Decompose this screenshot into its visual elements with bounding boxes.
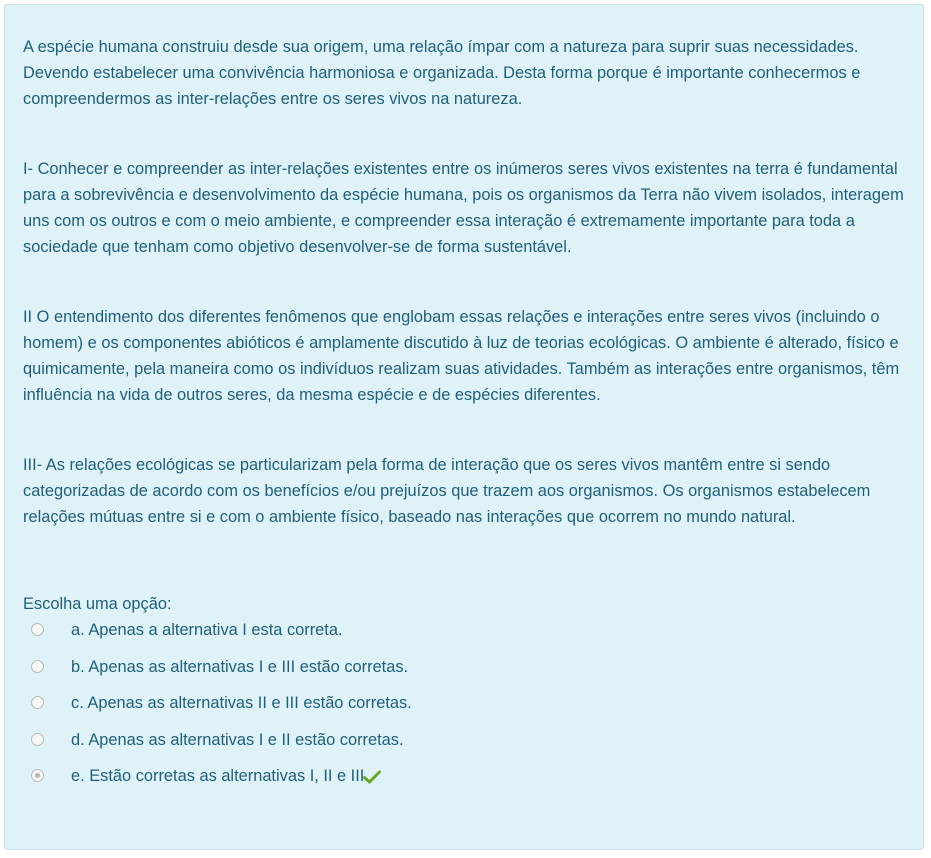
question-text-box	[4, 4, 924, 850]
answer-label-e: e. Estão corretas as alternativas I, II e III.	[71, 767, 369, 786]
question-paragraph-intro: A espécie humana construiu desde sua origem, uma relação ímpar com a natureza para suprir suas necessidades. Devendo estabelecer uma convivência harmoniosa e organizada. Desta forma porque é importante conhecermos e compreendermos as inter-relações entre os seres vivos na natureza.	[23, 38, 861, 108]
answer-label-c[interactable]: c. Apenas as alternativas II e III estão corretas.	[71, 694, 412, 713]
checkmark-icon	[363, 766, 381, 780]
answer-label-e-wrapper[interactable]	[71, 763, 381, 789]
radio-button-b[interactable]	[31, 660, 44, 673]
radio-button-a[interactable]	[31, 623, 44, 636]
question-paragraph-iii: III- As relações ecológicas se particularizam pela forma de interação que os seres vivos mantêm entre si sendo categorizadas de acordo com os benefícios e/ou prejuízos que trazem aos organismos. Os organismos estabelecem relações mútuas entre si e com o ambiente físico, baseado nas interações que ocorrem no mundo natural.	[23, 456, 871, 526]
radio-button-e[interactable]	[31, 769, 44, 782]
radio-button-c[interactable]	[31, 696, 44, 709]
answer-label-a[interactable]: a. Apenas a alternativa I esta correta.	[71, 621, 343, 639]
answer-label-d[interactable]: d. Apenas as alternativas I e II estão corretas.	[71, 730, 404, 749]
answer-options	[23, 622, 906, 805]
answer-option-e[interactable]	[23, 768, 906, 805]
question-paragraph-i: I- Conhecer e compreender as inter-relações existentes entre os inúmeros seres vivos existentes na terra é fundamental para a sobrevivência e desenvolvimento da espécie humana, pois os organismos da Terra não vivem isolados, interagem uns com os outros e com o meio ambiente, e compreender essa interação é extremamente importante para toda a sociedade que tenham como objetivo desenvolver-se de forma sustentável.	[23, 160, 904, 256]
answer-label-b[interactable]: b. Apenas as alternativas I e III estão corretas.	[71, 657, 409, 676]
question-paragraph-ii: II O entendimento dos diferentes fenômenos que englobam essas relações e interações entre seres vivos (incluindo o homem) e os componentes abióticos é amplamente discutido à luz de teorias ecológicas. O ambiente é alterado, físico e quimicamente, pela maneira como os indivíduos realizam suas atividades. Também as interações entre organismos, têm influência na vida de outros seres, da mesma espécie e de espécies diferentes.	[23, 308, 900, 404]
choose-option-prompt: Escolha uma opção:	[23, 595, 172, 613]
radio-button-d[interactable]	[31, 733, 44, 746]
